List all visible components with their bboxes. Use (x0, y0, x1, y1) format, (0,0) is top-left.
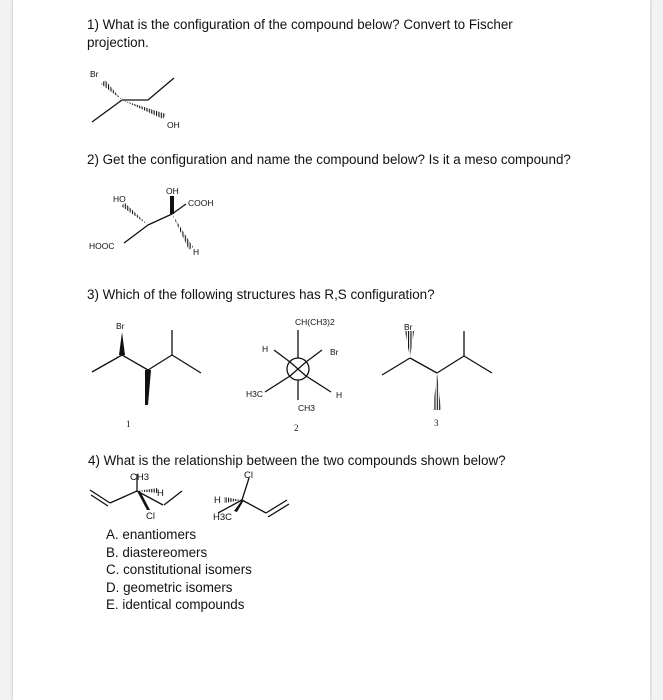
label-h3c: H3C (213, 512, 233, 523)
structure-4-right (213, 470, 289, 523)
label-br: Br (116, 321, 125, 331)
hashed-bond (101, 80, 122, 100)
label-h: H (193, 247, 200, 257)
question-3: 3) Which of the following structures has R,S configuration? (87, 287, 435, 302)
label-h-right: H (336, 390, 343, 400)
option-b[interactable]: B. diastereomers (106, 544, 208, 560)
structure-1 (90, 69, 180, 130)
hashed-bond (121, 203, 148, 225)
label-h-left: H (262, 344, 269, 354)
question-2: 2) Get the configuration and name the compound below? Is it a meso compound? (87, 152, 571, 167)
structure-number-2: 2 (294, 423, 299, 433)
label-oh: OH (167, 120, 180, 130)
option-c[interactable]: C. constitutional isomers (106, 562, 252, 578)
option-e[interactable]: E. identical compounds (106, 597, 245, 613)
label-ch3: CH3 (130, 472, 150, 483)
structure-number-3: 3 (434, 418, 439, 428)
question-1: 1) What is the configuration of the compound below? Convert to Fischer projection. (87, 17, 513, 50)
wedge-bond (145, 370, 151, 405)
label-hooc: HOOC (89, 241, 115, 251)
hashed-bond (172, 214, 193, 250)
structure-3-1 (92, 321, 201, 429)
label-h: H (157, 488, 164, 499)
hashed-bond (433, 373, 441, 410)
question-4: 4) What is the relationship between the two compounds shown below? (88, 453, 506, 468)
label-cooh: COOH (188, 198, 214, 208)
label-h: H (214, 495, 221, 506)
label-ch3: CH3 (298, 403, 316, 413)
label-oh: OH (166, 186, 179, 196)
label-isopropyl: CH(CH3)2 (295, 317, 335, 327)
label-br: Br (404, 322, 413, 332)
option-d[interactable]: D. geometric isomers (106, 579, 233, 595)
hashed-bond (122, 100, 166, 119)
structure-3-2 (246, 317, 342, 433)
label-ho: HO (113, 194, 126, 204)
label-br: Br (330, 347, 339, 357)
label-br: Br (90, 69, 99, 79)
structure-number-1: 1 (126, 419, 131, 429)
hashed-bond (405, 331, 414, 358)
structure-4-left (90, 472, 182, 522)
wedge-bond (170, 196, 174, 214)
label-cl: Cl (146, 511, 155, 522)
structure-3-3 (382, 322, 492, 428)
wedge-bond (119, 332, 125, 355)
label-h3c: H3C (246, 389, 264, 399)
option-a[interactable]: A. enantiomers (106, 527, 197, 542)
label-cl: Cl (244, 470, 253, 481)
structure-2 (89, 186, 214, 257)
